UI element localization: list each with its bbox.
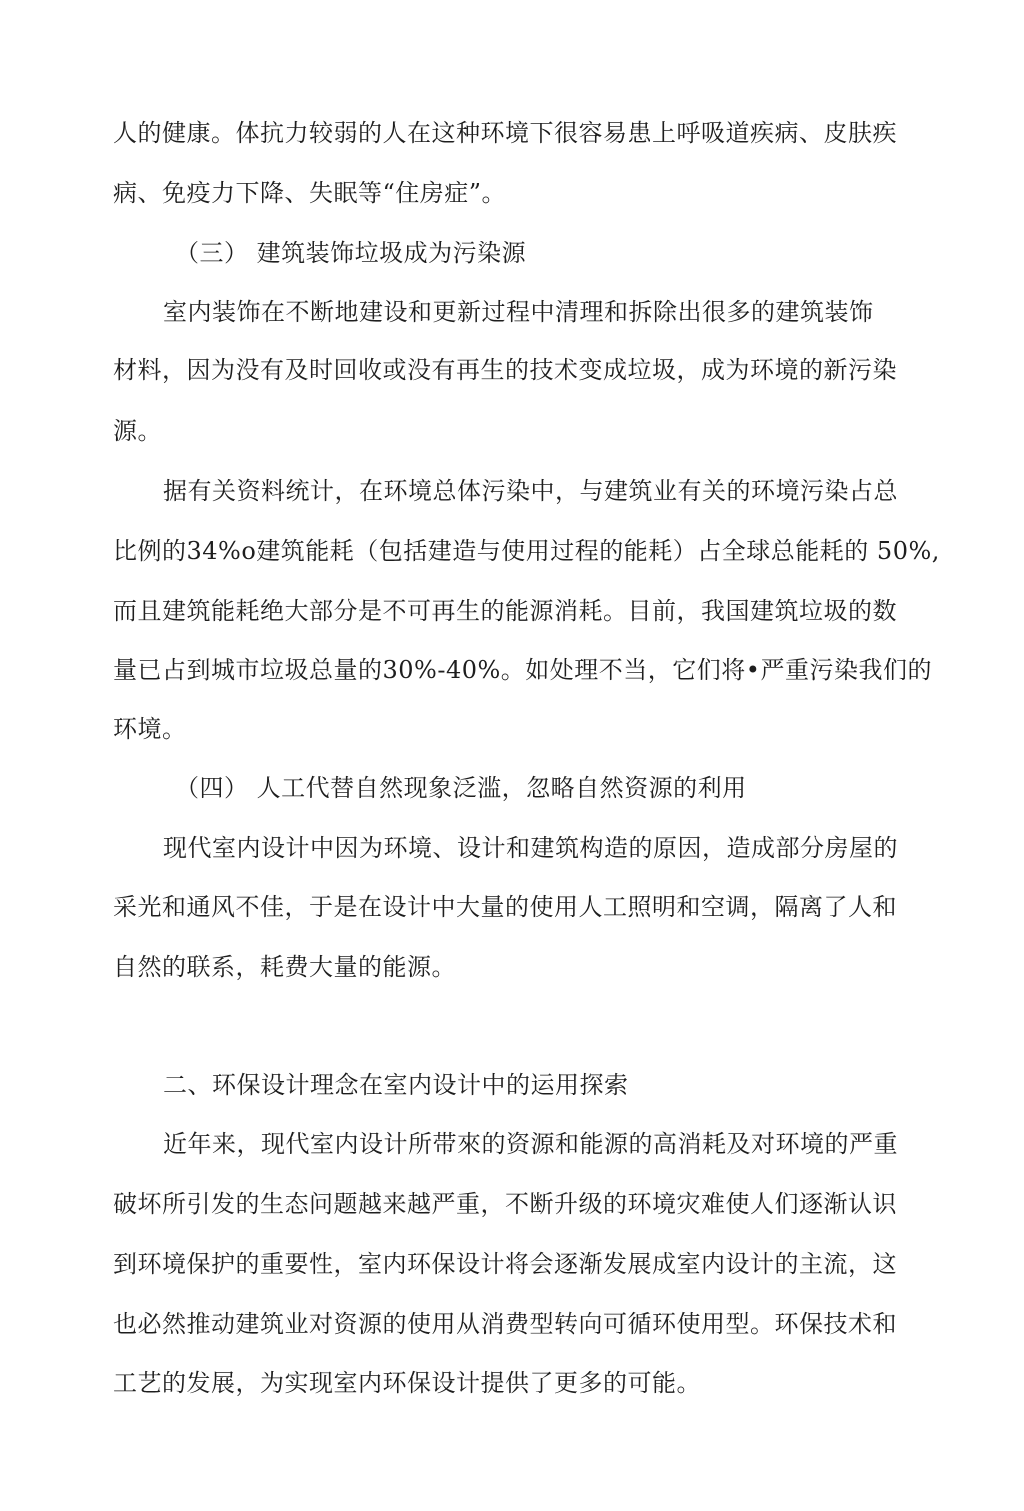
chapter-heading: 二、环保设计理念在室内设计中的运用探索 (163, 1071, 629, 1099)
text-line: 环境。 (113, 715, 187, 743)
text-line: 采光和通风不佳，于是在设计中大量的使用人工照明和空调，隔离了人和 (113, 893, 897, 921)
text-line: 据有关资料统计，在环境总体污染中，与建筑业有关的环境污染占总 (163, 477, 898, 505)
text-line: 材料，因为没有及时回收或没有再生的技术变成垃圾，成为环境的新污染 (113, 356, 897, 384)
section-heading: （四） 人工代替自然现象泛滥，忽略自然资源的利用 (175, 774, 747, 802)
text-line: 破坏所引发的生态问题越来越严重，不断升级的环境灾难使人们逐渐认识 (113, 1190, 897, 1218)
text-line: 工艺的发展，为实现室内环保设计提供了更多的可能。 (113, 1369, 701, 1397)
text-line: 比例的34%o建筑能耗（包括建造与使用过程的能耗）占全球总能耗的 50%, (113, 537, 940, 565)
text-line: 病、免疫力下降、失眠等“住房症”。 (113, 179, 507, 207)
text-line: 量已占到城市垃圾总量的30%-40%。如处理不当，它们将•严重污染我们的 (113, 656, 932, 684)
text-line: 自然的联系，耗费大量的能源。 (113, 953, 456, 981)
text-line: 源。 (113, 417, 162, 445)
text-line: 室内装饰在不断地建设和更新过程中清理和拆除出很多的建筑装饰 (163, 298, 874, 326)
text-line: 近年来，现代室内设计所带來的资源和能源的高消耗及对环境的严重 (163, 1130, 898, 1158)
section-heading: （三） 建筑装饰垃圾成为污染源 (175, 239, 527, 267)
text-line: 而且建筑能耗绝大部分是不可再生的能源消耗。目前，我国建筑垃圾的数 (113, 597, 897, 625)
text-line: 人的健康。体抗力较弱的人在这种环境下很容易患上呼吸道疾病、皮肤疾 (113, 119, 897, 147)
text-line: 也必然推动建筑业对资源的使用从消费型转向可循环使用型。环保技术和 (113, 1310, 897, 1338)
text-line: 到环境保护的重要性，室内环保设计将会逐渐发展成室内设计的主流，这 (113, 1250, 897, 1278)
text-line: 现代室内设计中因为环境、设计和建筑构造的原因，造成部分房屋的 (163, 834, 898, 862)
